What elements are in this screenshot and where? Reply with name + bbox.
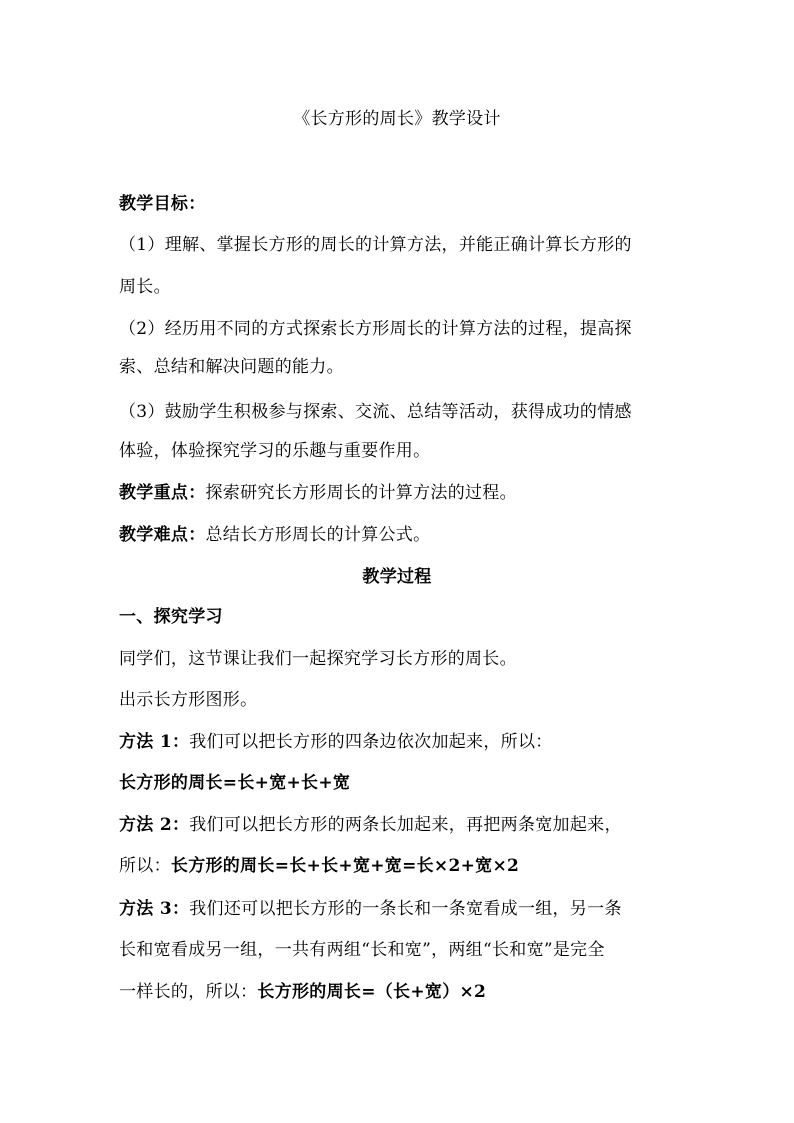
key-point-text: 探索研究长方形周长的计算方法的过程。 — [205, 483, 517, 503]
goal-2-line-1: （2）经历用不同的方式探索长方形周长的计算方法的过程，提高探 — [119, 319, 632, 339]
method-3-text: 我们还可以把长方形的一条长和一条宽看成一组，另一条 — [189, 899, 622, 919]
key-point-label: 教学重点： — [119, 483, 206, 503]
goal-1-line-1: （1）理解、掌握长方形的周长的计算方法，并能正确计算长方形的 — [119, 235, 632, 255]
show-figure-line: 出示长方形图形。 — [119, 690, 258, 710]
method-2-formula-line — [119, 855, 519, 877]
process-heading: 教学过程 — [362, 567, 432, 587]
intro-line: 同学们，这节课让我们一起探究学习长方形的周长。 — [119, 649, 517, 669]
method-2-prefix: 所以： — [119, 856, 171, 876]
difficulty-label: 教学难点： — [119, 525, 206, 545]
method-1-formula: 长方形的周长=长+宽+长+宽 — [119, 773, 351, 793]
method-3-line — [119, 898, 622, 920]
goal-1-line-2: 周长。 — [119, 277, 171, 297]
goals-heading: 教学目标： — [119, 194, 206, 214]
document-title: 《长方形的周长》教学设计 — [293, 109, 501, 129]
method-1-line — [119, 731, 553, 753]
method-1-label: 方法 1： — [119, 732, 190, 752]
goal-2-line-2: 索、总结和解决问题的能力。 — [119, 357, 344, 377]
method-3-line-2: 长和宽看成另一组，一共有两组“长和宽”，两组“长和宽”是完全 — [119, 940, 605, 960]
difficulty-line — [119, 524, 430, 546]
method-3-label: 方法 3： — [119, 899, 190, 919]
goal-3-line-2: 体验，体验探究学习的乐趣与重要作用。 — [119, 441, 431, 461]
method-3-formula-line — [119, 981, 486, 1003]
key-point-line — [119, 482, 517, 504]
method-2-label: 方法 2： — [119, 815, 190, 835]
difficulty-text: 总结长方形周长的计算公式。 — [205, 525, 431, 545]
method-1-text: 我们可以把长方形的四条边依次加起来，所以： — [189, 732, 553, 752]
section-1-heading: 一、探究学习 — [119, 607, 223, 627]
method-2-line — [119, 814, 622, 836]
method-3-prefix: 一样长的，所以： — [119, 982, 258, 1002]
method-3-formula: 长方形的周长=（长+宽）×2 — [257, 982, 487, 1002]
method-2-text: 我们可以把长方形的两条长加起来，再把两条宽加起来， — [189, 815, 622, 835]
goal-3-line-1: （3）鼓励学生积极参与探索、交流、总结等活动，获得成功的情感 — [119, 402, 632, 422]
method-2-formula: 长方形的周长=长+长+宽+宽=长×2+宽×2 — [170, 856, 520, 876]
